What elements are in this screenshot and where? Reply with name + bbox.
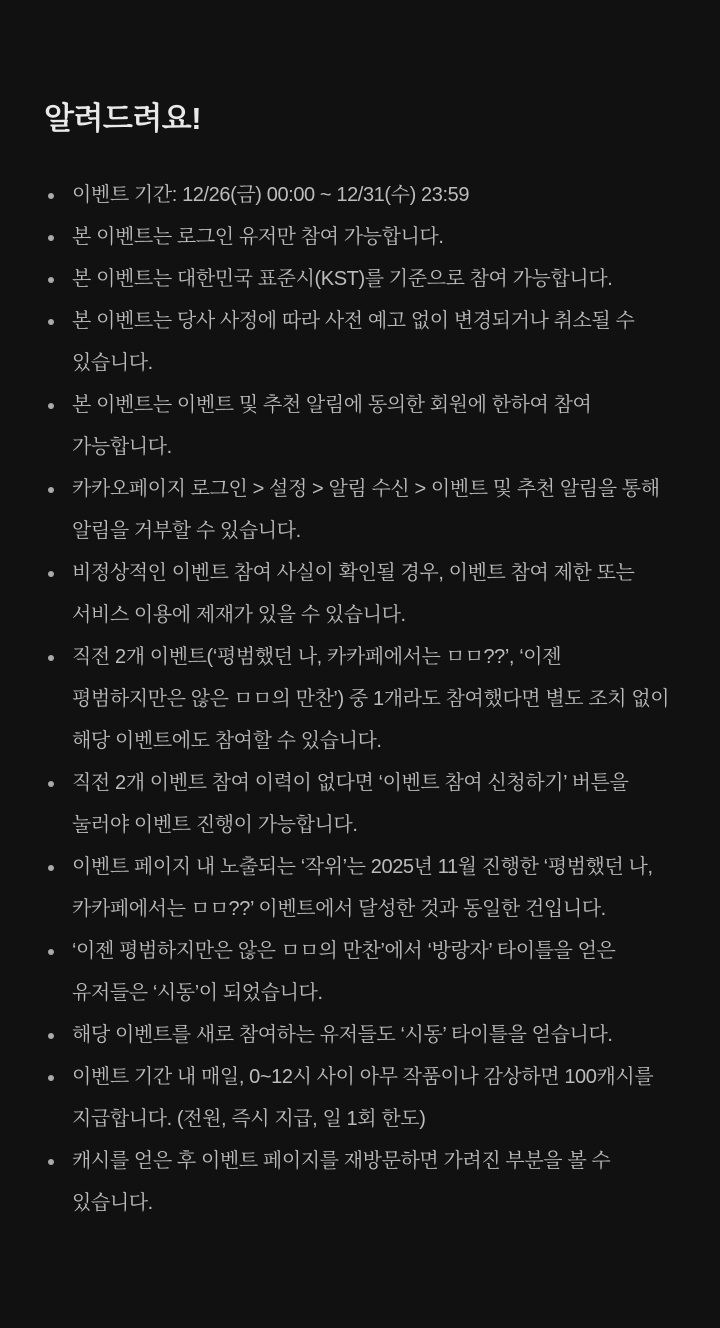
notice-item-line: 가능합니다. <box>72 436 172 458</box>
notice-item <box>0 468 720 552</box>
notice-item-line: 평범하지만은 않은 ㅁㅁ의 만찬’) 중 1개라도 참여했다면 별도 조치 없이 <box>72 688 670 710</box>
notice-item-line: 캐시를 얻은 후 이벤트 페이지를 재방문하면 가려진 부분을 볼 수 <box>72 1150 611 1172</box>
bullet-icon <box>48 655 54 661</box>
notice-item-line: 해당 이벤트를 새로 참여하는 유저들도 ‘시동’ 타이틀을 얻습니다. <box>72 1024 613 1046</box>
bullet-icon <box>48 949 54 955</box>
notice-item-text <box>72 258 720 300</box>
notice-item-line: 해당 이벤트에도 참여할 수 있습니다. <box>72 730 382 752</box>
notice-item-text <box>72 846 720 930</box>
notice-item-line: 유저들은 ‘시동’이 되었습니다. <box>72 982 323 1004</box>
bullet-icon <box>48 1159 54 1165</box>
bullet-icon <box>48 193 54 199</box>
notice-item <box>0 258 720 300</box>
notice-item-line: 본 이벤트는 이벤트 및 추천 알림에 동의한 회원에 한하여 참여 <box>72 394 592 416</box>
notice-item-text <box>72 1056 720 1140</box>
notice-item <box>0 552 720 636</box>
notice-item-text <box>72 552 720 636</box>
notice-item-line: 카카오페이지 로그인 > 설정 > 알림 수신 > 이벤트 및 추천 알림을 통해 <box>72 478 660 500</box>
bullet-icon <box>48 487 54 493</box>
notice-item <box>0 174 720 216</box>
bullet-icon <box>48 403 54 409</box>
notice-item-line: 본 이벤트는 로그인 유저만 참여 가능합니다. <box>72 226 444 248</box>
notice-item-line: ‘이젠 평범하지만은 않은 ㅁㅁ의 만찬’에서 ‘방랑자’ 타이틀을 얻은 <box>72 940 616 962</box>
notice-item <box>0 846 720 930</box>
notice-item <box>0 930 720 1014</box>
notice-item-line: 이벤트 페이지 내 노출되는 ‘작위’는 2025년 11월 진행한 ‘평범했던 나, <box>72 856 653 878</box>
page-title: 알려드려요! <box>44 101 202 136</box>
notice-item-line: 눌러야 이벤트 진행이 가능합니다. <box>72 814 358 836</box>
notice-item <box>0 762 720 846</box>
notice-item <box>0 216 720 258</box>
notice-item-line: 이벤트 기간 내 매일, 0~12시 사이 아무 작품이나 감상하면 100캐시를 <box>72 1066 654 1088</box>
notice-item-line: 이벤트 기간: 12/26(금) 00:00 ~ 12/31(수) 23:59 <box>72 184 470 206</box>
bullet-icon <box>48 571 54 577</box>
bullet-icon <box>48 1033 54 1039</box>
notice-item-text <box>72 930 720 1014</box>
notice-item-line: 지급합니다. (전원, 즉시 지급, 일 1회 한도) <box>72 1108 426 1130</box>
notice-item <box>0 300 720 384</box>
notice-item-text <box>72 1140 720 1224</box>
notice-item-text <box>72 174 720 216</box>
notice-item-line: 있습니다. <box>72 352 153 374</box>
notice-item-text <box>72 1014 720 1056</box>
bullet-icon <box>48 319 54 325</box>
notice-item-line: 있습니다. <box>72 1192 153 1214</box>
notice-item <box>0 1014 720 1056</box>
notice-item-line: 알림을 거부할 수 있습니다. <box>72 520 301 542</box>
notice-item <box>0 1140 720 1224</box>
bullet-icon <box>48 235 54 241</box>
notice-list <box>0 174 720 1224</box>
notice-item-text <box>72 636 720 762</box>
notice-item-line: 비정상적인 이벤트 참여 사실이 확인될 경우, 이벤트 참여 제한 또는 <box>72 562 635 584</box>
notice-item-line: 직전 2개 이벤트(‘평범했던 나, 카카페에서는 ㅁㅁ??’, ‘이젠 <box>72 646 562 668</box>
notice-item-text <box>72 300 720 384</box>
notice-item-text <box>72 762 720 846</box>
bullet-icon <box>48 1075 54 1081</box>
notice-item-line: 서비스 이용에 제재가 있을 수 있습니다. <box>72 604 406 626</box>
notice-item <box>0 1056 720 1140</box>
notice-item-line: 카카페에서는 ㅁㅁ??’ 이벤트에서 달성한 것과 동일한 건입니다. <box>72 898 606 920</box>
bullet-icon <box>48 781 54 787</box>
notice-item-text <box>72 384 720 468</box>
notice-item <box>0 636 720 762</box>
notice-item-line: 본 이벤트는 당사 사정에 따라 사전 예고 없이 변경되거나 취소될 수 <box>72 310 635 332</box>
notice-item-text <box>72 216 720 258</box>
notice-item-text <box>72 468 720 552</box>
notice-item-line: 직전 2개 이벤트 참여 이력이 없다면 ‘이벤트 참여 신청하기’ 버튼을 <box>72 772 629 794</box>
bullet-icon <box>48 865 54 871</box>
notice-item <box>0 384 720 468</box>
bullet-icon <box>48 277 54 283</box>
notice-item-line: 본 이벤트는 대한민국 표준시(KST)를 기준으로 참여 가능합니다. <box>72 268 613 290</box>
